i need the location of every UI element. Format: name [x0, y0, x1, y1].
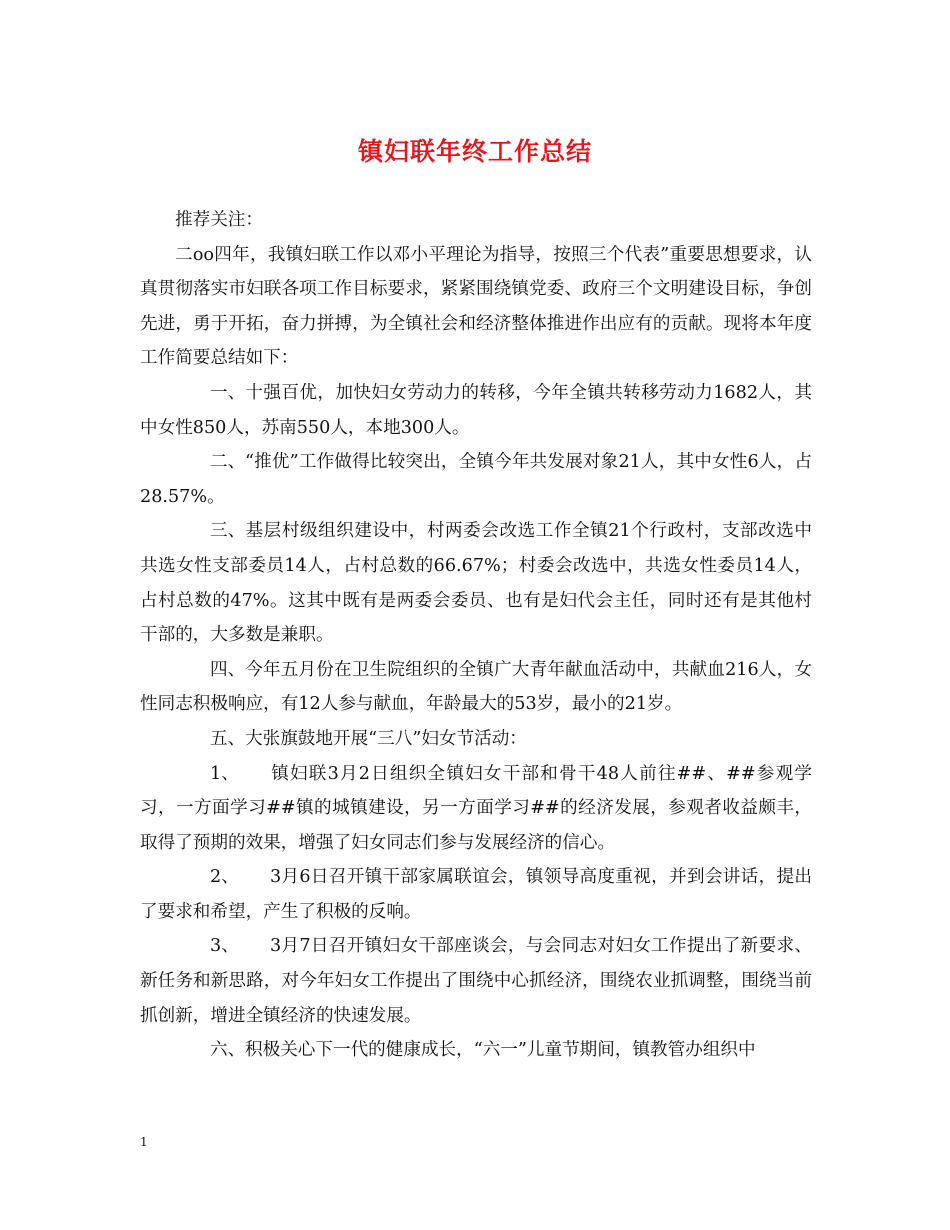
paragraph-subitem-3	[140, 929, 812, 1033]
paragraph-item-5	[140, 722, 812, 757]
paragraph-text: 积极关心下一代的健康成长，“六一”儿童节期间，镇教管办组织中	[245, 1040, 756, 1061]
item-marker: 六、	[210, 1040, 246, 1061]
paragraph-text: 3月6日召开镇干部家属联谊会，镇领导高度重视，并到会讲话，提出了要求和希望，产生了积极的反响。	[140, 867, 812, 922]
item-marker: 五、	[210, 728, 246, 749]
paragraph-text: 基层村级组织建设中，村两委会改选工作全镇21个行政村，支部改选中共选女性支部委员14人，占村总数的66.67%；村委会改选中，共选女性委员14人，占村总数的47%。这其中既有是两委会委员、也有是妇代会主任，同时还有是其他村干部的，大多数是兼职。	[140, 521, 812, 646]
paragraph-text: 推荐关注：	[175, 210, 263, 230]
paragraph-text: 二oo四年，我镇妇联工作以邓小平理论为指导，按照三个代表”重要思想要求，认真贯彻落实市妇联各项工作目标要求，紧紧围绕镇党委、政府三个文明建设目标，争创先进，勇于开拓，奋力拼搏，为全镇社会和经济整体推进作出应有的贡献。现将本年度工作简要总结如下：	[140, 244, 812, 369]
paragraph-subitem-2	[140, 860, 812, 929]
paragraph-text: 3月7日召开镇妇女干部座谈会，与会同志对妇女工作提出了新要求、新任务和新思路，对今年妇女工作提出了围绕中心抓经济，围绕农业抓调整，围绕当前抓创新，增进全镇经济的快速发展。	[140, 936, 812, 1026]
paragraph-item-2	[140, 445, 812, 514]
item-marker: 3、	[210, 936, 239, 957]
paragraph-item-4	[140, 653, 812, 722]
paragraph-text: “推优”工作做得比较突出，全镇今年共发展对象21人，其中女性6人，占28.57%。	[140, 452, 812, 507]
item-marker: 二、	[210, 452, 246, 473]
item-marker: 1、	[210, 763, 239, 784]
paragraph-item-6	[140, 1033, 812, 1068]
document-body	[140, 203, 812, 1068]
paragraph-intro	[140, 238, 812, 376]
paragraph-item-3	[140, 514, 812, 652]
item-marker: 四、	[210, 659, 246, 680]
paragraph-text: 镇妇联3月2日组织全镇妇女干部和骨干48人前往##、##参观学习，一方面学习##镇的城镇建设，另一方面学习##的经济发展，参观者收益颇丰，取得了预期的效果，增强了妇女同志们参与发展经济的信心。	[140, 763, 812, 853]
paragraph-text: 大张旗鼓地开展“三八”妇女节活动：	[245, 728, 527, 749]
paragraph-recommend	[140, 203, 812, 238]
item-marker: 一、	[210, 382, 246, 403]
paragraph-text: 今年五月份在卫生院组织的全镇广大青年献血活动中，共献血216人，女性同志积极响应，有12人参与献血，年龄最大的53岁，最小的21岁。	[140, 659, 812, 715]
item-marker: 2、	[210, 867, 239, 888]
paragraph-item-1	[140, 376, 812, 445]
paragraph-text: 十强百优，加快妇女劳动力的转移，今年全镇共转移劳动力1682人，其中女性850人，苏南550人，本地300人。	[140, 382, 812, 438]
paragraph-subitem-1	[140, 757, 812, 861]
document-title: 镇妇联年终工作总结	[357, 137, 592, 166]
page-number: 1	[140, 1135, 148, 1149]
item-marker: 三、	[210, 521, 246, 542]
